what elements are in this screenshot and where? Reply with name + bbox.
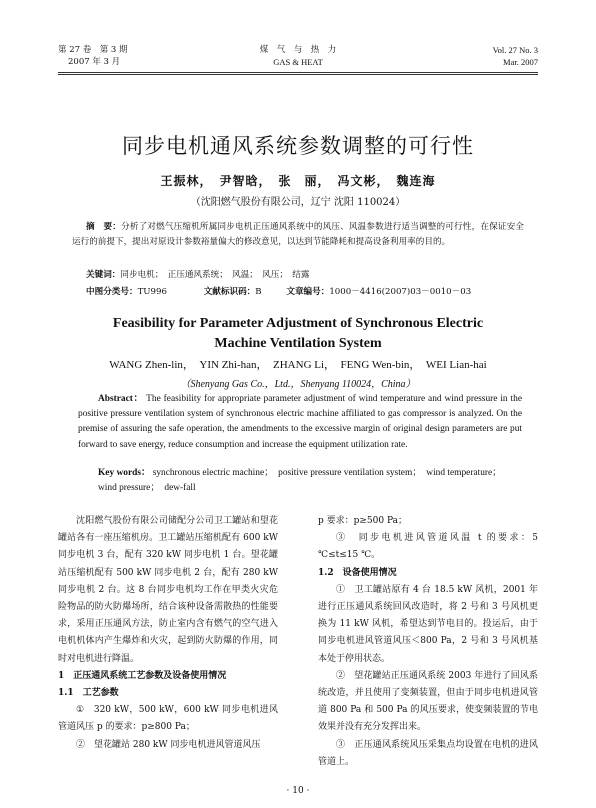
article-title-en-line1: Feasibility for Parameter Adjustment of Synchronous Electric (112, 316, 484, 331)
abstract-cn-label: 摘 要： (86, 222, 122, 232)
abstract-en-label: Abstract： (98, 394, 144, 404)
abstract-en-text: The feasibility for appropriate parameter adjustment of wind temperature and wind pressure in the positive pressure ventilation system of synchronous electric machine affiliated to gas compressor is analyzed. On the premise of assuring the safe operation, the amendments to the excessive margin of original design parameters are put forward to save energy, reduce consumption and increase the equipment utilization rate. (78, 394, 522, 450)
keywords-cn (86, 268, 309, 283)
journal-name-cn: 煤 气 与 热 力 (259, 45, 337, 55)
clc-code: TU996 (137, 287, 167, 297)
authors-en: WANG Zhen-lin， YIN Zhi-han， ZHANG Li， FENG Wen-bin， WEI Lian-hai (109, 359, 487, 371)
requirement-item-1: ① 320 kW，500 kW，600 kW 同步电机进风管道风压 p 的要求：p≥800 Pa； (58, 705, 278, 733)
journal-date-en: Mar. 2007 (503, 57, 538, 67)
article-title-cn: 同步电机通风系统参数调整的可行性 (122, 134, 474, 158)
affiliation-en: （Shenyang Gas Co.，Ltd.，Shenyang 110024，China） (180, 379, 416, 390)
header-rule-top (58, 72, 538, 73)
keywords-en-label: Key words： (98, 468, 151, 478)
journal-date: 2007 年 3 月 (68, 57, 121, 67)
usage-paragraph-3: ③ 正压通风系统风压采集点均设置在电机的进风管道上。 (318, 739, 538, 767)
usage-paragraph-2: ② 望花罐站正压通风系统 2003 年进行了回风系统改造，并且使用了变频装置，但由于同步电机进风管道 800 Pa 和 500 Pa 的风压要求，使变频装置的节电效果并没有充分发挥出来。 (318, 670, 538, 733)
keywords-en (78, 466, 522, 496)
keywords-cn-label: 关键词： (86, 270, 121, 280)
header-rule-bottom (58, 74, 538, 75)
section-heading-1: 1 正压通风系统工艺参数及设备使用情况 (58, 670, 227, 681)
page-number: · 10 · (286, 786, 310, 796)
abstract-cn (72, 220, 524, 250)
journal-volume-en (493, 44, 538, 68)
requirement-item-2: ② 望花罐站 280 kW 同步电机进风管道风压 (76, 739, 261, 750)
keywords-en-text: synchronous electric machine； positive pressure ventilation system； wind temperature； wind pressure； dew-fall (98, 468, 507, 494)
intro-paragraph: 沈阳燃气股份有限公司储配分公司卫工罐站和望花罐站各有一座压缩机房。卫工罐站压缩机配有 600 kW 同步电机 3 台，配有 320 kW 同步电机 1 台。望花罐站压缩机配有 500 kW 同步电机 2 台，配有 280 kW 同步电机 2 台。这 8 台同步电机均工作在甲类火灾危险物品的防火防爆场所，结合该种设备需散热的性能要求，采用正压通风方法，防止室内含有燃气的空气进入电机机体内产生爆炸和火灾，起到防火防爆的作用，同时对电机进行降温。 (58, 516, 278, 664)
journal-name-en: GAS & HEAT (273, 57, 323, 67)
clc-label: 中图分类号： (86, 287, 138, 297)
authors-cn: 王振林， 尹智晗， 张 丽， 冯文彬， 魏连海 (160, 174, 436, 188)
body-column-left (58, 513, 278, 754)
usage-paragraph-1: ① 卫工罐站原有 4 台 18.5 kW 风机，2001 年进行正压通风系统回风改造时，将 2 号和 3 号风机更换为 11 kW 风机，希望达到节电目的。投运后，由于同步电机进风管道风压＜800 Pa，2 号和 3 号风机基本处于停用状态。 (318, 584, 538, 664)
article-label: 文章编号： (286, 287, 330, 297)
abstract-en (78, 392, 522, 453)
requirement-item-3: ③ 同步电机进风管道风温 t 的要求：5 ℃≤t≤15 ℃。 (318, 533, 538, 561)
article-title-en-line2: Machine Ventilation System (214, 336, 382, 351)
affiliation-cn: （沈阳燃气股份有限公司，辽宁 沈阳 110024） (190, 197, 406, 208)
journal-volume: 第 27 卷 第 3 期 (58, 45, 128, 55)
keywords-cn-text: 同步电机； 正压通风系统； 风温； 风压； 结露 (120, 270, 310, 280)
article-title-en (0, 314, 596, 354)
requirement-item-2-cont: p 要求：p≥500 Pa； (318, 516, 407, 526)
article-code: 1000－4416(2007)03－0010－03 (329, 287, 472, 297)
journal-volume-en-line: Vol. 27 No. 3 (492, 45, 538, 55)
journal-volume-issue (58, 44, 128, 68)
classification-line (86, 285, 526, 300)
body-column-right (318, 513, 538, 771)
journal-name (198, 44, 398, 68)
abstract-cn-text: 分析了对燃气压缩机所属同步电机正压通风系统中的风压、风温参数进行适当调整的可行性，在保证安全运行的前提下，提出对原设计参数裕量偏大的修改意见，以达到节能降耗和提高设备利用率的目的。 (72, 222, 524, 247)
doc-label: 文献标识码： (203, 287, 256, 297)
doc-code: B (255, 287, 262, 297)
subsection-heading-1-2: 1.2 设备使用情况 (318, 567, 397, 578)
subsection-heading-1-1: 1.1 工艺参数 (58, 688, 119, 699)
